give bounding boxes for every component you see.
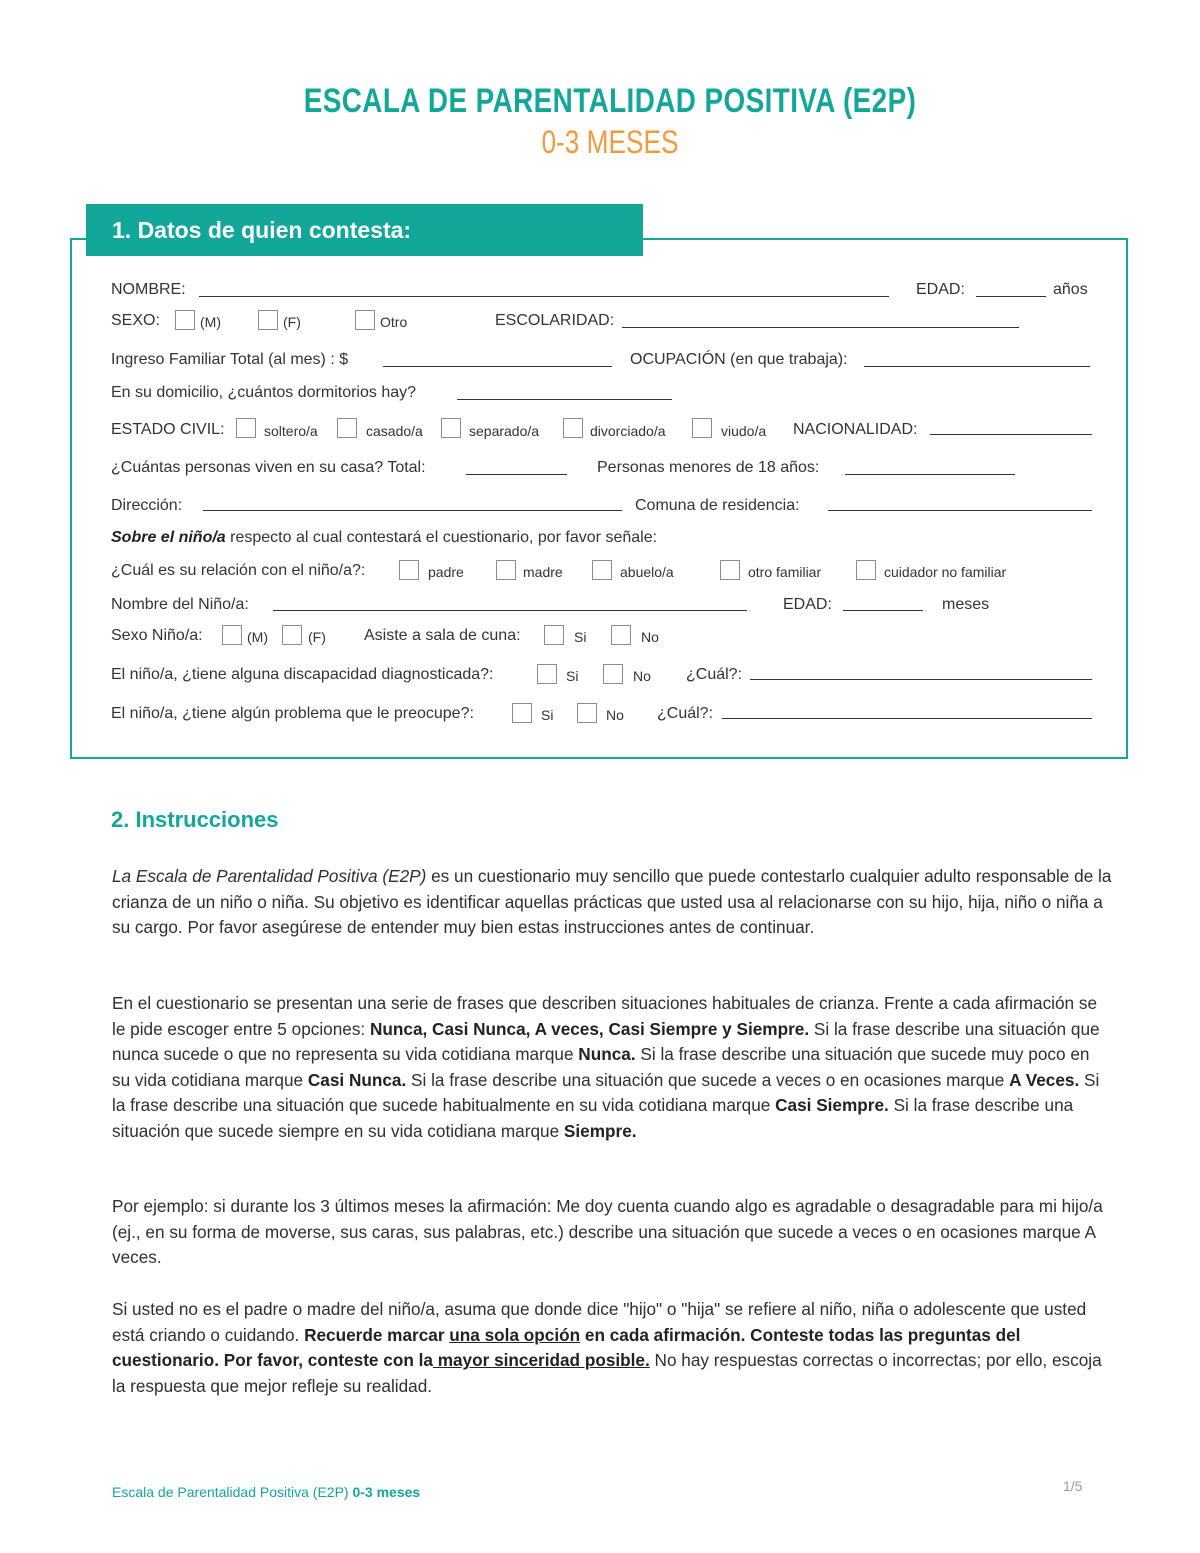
p3-text: Por ejemplo: si durante los 3 últimos meses la afirmación: Me doy cuenta cuando algo es agradable o desagradable para mi hijo/a (ej., en su forma de moverse, sus caras, sus palabras, etc.) describe una situación que sucede a veces o en ocasiones marque A veces.: [112, 1196, 1103, 1267]
casado-checkbox[interactable]: [337, 418, 357, 438]
personas-total-label: ¿Cuántas personas viven en su casa? Total:: [111, 459, 426, 476]
otro-familiar-label: otro familiar: [748, 564, 822, 580]
madre-checkbox[interactable]: [496, 560, 516, 580]
p2-text-a: En el cuestionario se presentan una serie de frases que describen situaciones habituales de crianza. Frente a cada afirmación se le pide escoger entre 5 opciones:: [112, 993, 1098, 1039]
sexo-otro-label: Otro: [380, 314, 408, 330]
edad-nino-label: EDAD:: [783, 596, 832, 613]
ocupacion-label: OCUPACIÓN (en que trabaja):: [630, 351, 848, 368]
separado-label: separado/a: [469, 423, 540, 439]
p1-rest: es un cuestionario muy sencillo que puede contestarlo cualquier adulto responsable de la crianza de un niño o niña. Su objetivo es identificar aquellas prácticas que usted usa al relacionarse con su hijo, hija, niño o niña a su cargo. Por favor asegúrese de entender muy bien estas instrucciones antes de continuar.: [112, 866, 1112, 937]
sala-cuna-label: Asiste a sala de cuna:: [364, 627, 521, 644]
edad-field[interactable]: [976, 296, 1046, 297]
sexo-label: SEXO:: [111, 312, 160, 329]
dormitorios-field[interactable]: [457, 399, 672, 400]
p2-text-g: Si la frase describe una situación que sucede a veces o en ocasiones marque: [406, 1069, 1010, 1090]
nino-intro-bold: Sobre el niño/a: [111, 529, 226, 546]
p2-text-i: Si la frase describe una situación que sucede habitualmente en su vida cotidiana marque: [112, 1069, 1100, 1115]
personas-total-field[interactable]: [466, 474, 567, 475]
sala-cuna-si-checkbox[interactable]: [544, 625, 564, 645]
p2-options: Nunca, Casi Nunca, A veces, Casi Siempre y Siempre.: [369, 1018, 810, 1039]
nombre-field[interactable]: [199, 296, 889, 297]
nombre-nino-field[interactable]: [273, 610, 747, 611]
page-number: 1/5: [1063, 1478, 1083, 1494]
sexo-nino-label: Sexo Niño/a:: [111, 627, 203, 644]
problema-si-label: Si: [541, 707, 554, 723]
sexo-nino-f-checkbox[interactable]: [282, 625, 302, 645]
otro-familiar-checkbox[interactable]: [720, 560, 740, 580]
discapacidad-no-checkbox[interactable]: [603, 664, 623, 684]
casado-label: casado/a: [366, 423, 423, 439]
p2-text-e: Si la frase describe una situación que sucede muy poco en su vida cotidiana marque: [112, 1044, 1090, 1090]
p2-a-veces: A Veces.: [1009, 1069, 1080, 1090]
discapacidad-si-label: Si: [566, 668, 579, 684]
p2-text-c: Si la frase describe una situación que nunca sucede o que no representa su vida cotidiana marque: [112, 1018, 1100, 1064]
problema-label: El niño/a, ¿tiene algún problema que le preocupe?:: [111, 705, 474, 722]
document-subtitle: 0-3 MESES: [541, 124, 679, 160]
instructions-paragraph-1: [112, 864, 1112, 941]
discapacidad-cual-field[interactable]: [750, 679, 1092, 680]
edad-nino-field[interactable]: [843, 610, 923, 611]
direccion-field[interactable]: [203, 510, 622, 511]
sala-cuna-no-label: No: [641, 629, 659, 645]
padre-checkbox[interactable]: [399, 560, 419, 580]
p4-text-f: No hay respuestas correctas o incorrectas; por ello, escoja la respuesta que mejor refleje su realidad.: [112, 1350, 1102, 1396]
sexo-f-label: (F): [283, 314, 301, 330]
nino-intro-rest: respecto al cual contestará el cuestionario, por favor señale:: [225, 529, 658, 546]
padre-label: padre: [428, 564, 464, 580]
p2-siempre: Siempre.: [563, 1120, 637, 1141]
discapacidad-no-label: No: [633, 668, 651, 684]
problema-no-label: No: [606, 707, 624, 723]
comuna-label: Comuna de residencia:: [635, 497, 800, 514]
ingreso-field[interactable]: [383, 366, 612, 367]
instructions-paragraph-2: [112, 991, 1112, 1144]
comuna-field[interactable]: [828, 510, 1092, 511]
nombre-nino-label: Nombre del Niño/a:: [111, 596, 249, 613]
p4-conteste: en cada afirmación. Conteste todas las preguntas del cuestionario. Por favor, conteste con la: [112, 1324, 1021, 1370]
p2-text-k: Si la frase describe una situación que sucede siempre en su vida cotidiana marque: [112, 1095, 1074, 1141]
problema-cual-label: ¿Cuál?:: [657, 705, 714, 722]
cuidador-checkbox[interactable]: [856, 560, 876, 580]
problema-cual-field[interactable]: [722, 718, 1092, 719]
discapacidad-label: El niño/a, ¿tiene alguna discapacidad diagnosticada?:: [111, 666, 494, 683]
estado-civil-label: ESTADO CIVIL:: [111, 421, 225, 438]
p4-text-a: Si usted no es el padre o madre del niño/a, asuma que donde dice "hijo" o "hija" se refiere al niño, niña o adolescente que usted está criando o cuidando.: [112, 1299, 1087, 1345]
soltero-label: soltero/a: [264, 423, 318, 439]
sexo-m-checkbox[interactable]: [175, 310, 195, 330]
p4-recuerde: Recuerde marcar: [304, 1324, 450, 1345]
problema-no-checkbox[interactable]: [577, 703, 597, 723]
ocupacion-field[interactable]: [864, 366, 1090, 367]
ingreso-label: Ingreso Familiar Total (al mes) : $: [111, 351, 349, 368]
viudo-label: viudo/a: [721, 423, 767, 439]
sexo-m-label: (M): [200, 314, 221, 330]
problema-si-checkbox[interactable]: [512, 703, 532, 723]
instructions-paragraph-4: [112, 1297, 1112, 1399]
abuelo-checkbox[interactable]: [592, 560, 612, 580]
direccion-label: Dirección:: [111, 497, 183, 514]
document-title: ESCALA DE PARENTALIDAD POSITIVA (E2P): [303, 82, 917, 120]
edad-label: EDAD:: [916, 281, 965, 298]
menores-label: Personas menores de 18 años:: [597, 459, 820, 476]
footer-age-range: 0-3 meses: [352, 1484, 421, 1500]
section-1-heading: 1. Datos de quien contesta:: [86, 204, 643, 256]
sala-cuna-si-label: Si: [574, 629, 587, 645]
meses-label: meses: [942, 596, 990, 613]
anos-label: años: [1053, 281, 1088, 298]
sexo-nino-f-label: (F): [308, 629, 326, 645]
p1-italic: La Escala de Parentalidad Positiva (E2P): [112, 866, 427, 886]
nacionalidad-label: NACIONALIDAD:: [793, 421, 918, 438]
discapacidad-cual-label: ¿Cuál?:: [686, 666, 743, 683]
footer-text: Escala de Parentalidad Positiva (E2P): [112, 1484, 353, 1500]
abuelo-label: abuelo/a: [620, 564, 674, 580]
divorciado-label: divorciado/a: [590, 423, 666, 439]
p4-mayor-sinceridad: mayor sinceridad posible.: [432, 1350, 650, 1370]
p2-nunca: Nunca.: [578, 1044, 636, 1064]
instructions-paragraph-3: [112, 1194, 1112, 1271]
sala-cuna-no-checkbox[interactable]: [611, 625, 631, 645]
section-2-heading: 2. Instrucciones: [111, 807, 279, 832]
viudo-checkbox[interactable]: [692, 418, 712, 438]
separado-checkbox[interactable]: [441, 418, 461, 438]
menores-field[interactable]: [845, 474, 1015, 475]
p4-una-sola-opcion: una sola opción: [449, 1324, 581, 1345]
dormitorios-label: En su domicilio, ¿cuántos dormitorios hay?: [111, 384, 417, 401]
nacionalidad-field[interactable]: [930, 434, 1092, 435]
p2-casi-siempre: Casi Siempre.: [775, 1095, 889, 1115]
escolaridad-field[interactable]: [622, 327, 1019, 328]
sexo-nino-m-checkbox[interactable]: [222, 625, 242, 645]
sexo-f-checkbox[interactable]: [258, 310, 278, 330]
soltero-checkbox[interactable]: [236, 418, 256, 438]
relacion-label: ¿Cuál es su relación con el niño/a?:: [111, 562, 366, 579]
escolaridad-label: ESCOLARIDAD:: [495, 312, 615, 329]
footer-title: [112, 1484, 420, 1500]
discapacidad-si-checkbox[interactable]: [537, 664, 557, 684]
divorciado-checkbox[interactable]: [563, 418, 583, 438]
madre-label: madre: [523, 564, 563, 580]
sexo-nino-m-label: (M): [247, 629, 268, 645]
nino-intro: [111, 529, 657, 547]
cuidador-label: cuidador no familiar: [884, 564, 1007, 580]
sexo-otro-checkbox[interactable]: [355, 310, 375, 330]
p2-casi-nunca: Casi Nunca.: [307, 1069, 407, 1090]
nombre-label: NOMBRE:: [111, 281, 186, 298]
